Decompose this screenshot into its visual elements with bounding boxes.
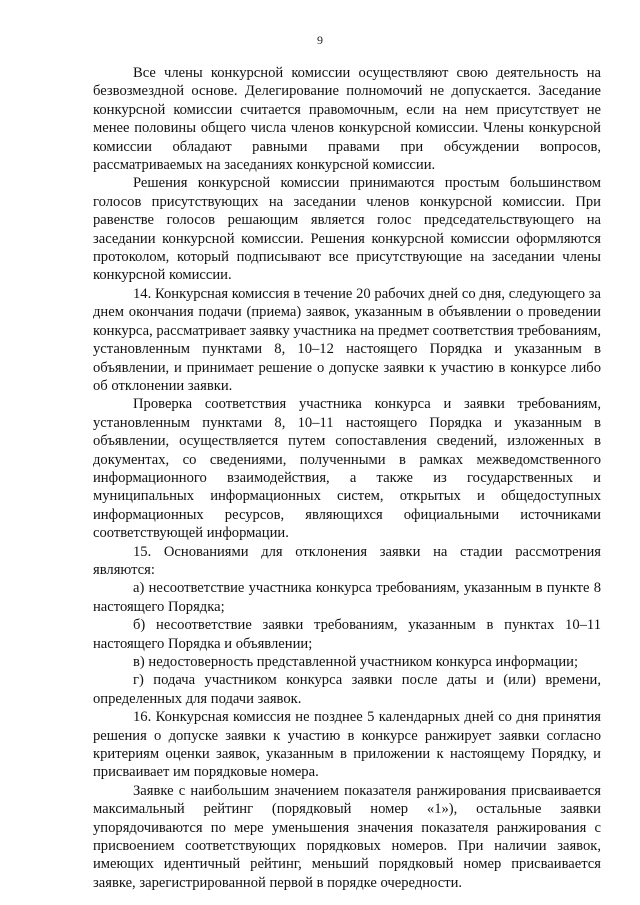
list-item-a: а) несоответствие участника конкурса требованиям, указанным в пункте 8 настоящего Порядка; (93, 580, 601, 615)
paragraph-commission-decisions: Решения конкурсной комиссии принимаются простым большинством голосов присутствующих на заседании членов конкурсной комиссии. При равенстве голосов решающим является голос председательствующего на заседании конкурсной комиссии. Решения конкурсной комиссии оформляются протоколом, который подписывают все присутствующие на заседании члены конкурсной комиссии. (93, 175, 601, 284)
list-item-v: в) недостоверность представленной участником конкурса информации; (133, 654, 579, 670)
paragraph-15-rejection-grounds: 15. Основаниями для отклонения заявки на стадии рассмотрения являются: (93, 543, 601, 578)
list-item-g: г) подача участником конкурса заявки после даты и (или) времени, определенных для подачи заявок. (93, 672, 601, 707)
paragraph-16-ranking: 16. Конкурсная комиссия не позднее 5 календарных дней со дня принятия решения о допуске заявки к участию в конкурсе ранжирует заявки согласно критериям оценки заявок, указанным в приложении к настоящему Порядку, и присваивает им порядковые номера. (93, 709, 601, 781)
paragraph-compliance-check: Проверка соответствия участника конкурса и заявки требованиям, установленным пунктами 8, 10–11 настоящего Порядка и указанным в объявлении, осуществляется путем сопоставления сведений, изложенных в документах, со сведениями, полученными в рамках межведомственного информационного взаимодействия, а также из государственных и муниципальных информационных систем, открытых и общедоступных информационных ресурсов, являющихся официальными источниками соответствующей информации. (93, 396, 601, 542)
paragraph-14-review: 14. Конкурсная комиссия в течение 20 рабочих дней со дня, следующего за днем окончания подачи (приема) заявок, указанным в объявлении о проведении конкурса, рассматривает заявку участника на предмет соответствия требованиям, установленным пунктами 8, 10–12 настоящего Порядка и указанным в объявлении, и принимает решение о допуске заявки к участию в конкурсе либо об отклонении заявки. (93, 285, 601, 394)
paragraph-rating-assignment: Заявке с наибольшим значением показателя ранжирования присваивается максимальный рейтинг (порядковый номер «1»), остальные заявки упорядочиваются по мере уменьшения значения показателя ранжирования с присвоением соответствующих порядковых номеров. При наличии заявок, имеющих идентичный рейтинг, меньший порядковый номер присваивается заявке, зарегистрированной первой в порядке очередности. (93, 782, 601, 891)
document-body (93, 64, 601, 892)
list-item-b: б) несоответствие заявки требованиям, указанным в пунктах 10–11 настоящего Порядка и объявлении; (93, 617, 601, 652)
page-number: 9 (317, 33, 323, 47)
paragraph-commission-members: Все члены конкурсной комиссии осуществляют свою деятельность на безвозмездной основе. Делегирование полномочий не допускается. Заседание конкурсной комиссии считается правомочным, если на нем присутствует не менее половины общего числа членов конкурсной комиссии. Члены конкурсной комиссии обладают равными правами при обсуждении вопросов, рассматриваемых на заседаниях конкурсной комиссии. (93, 65, 601, 174)
